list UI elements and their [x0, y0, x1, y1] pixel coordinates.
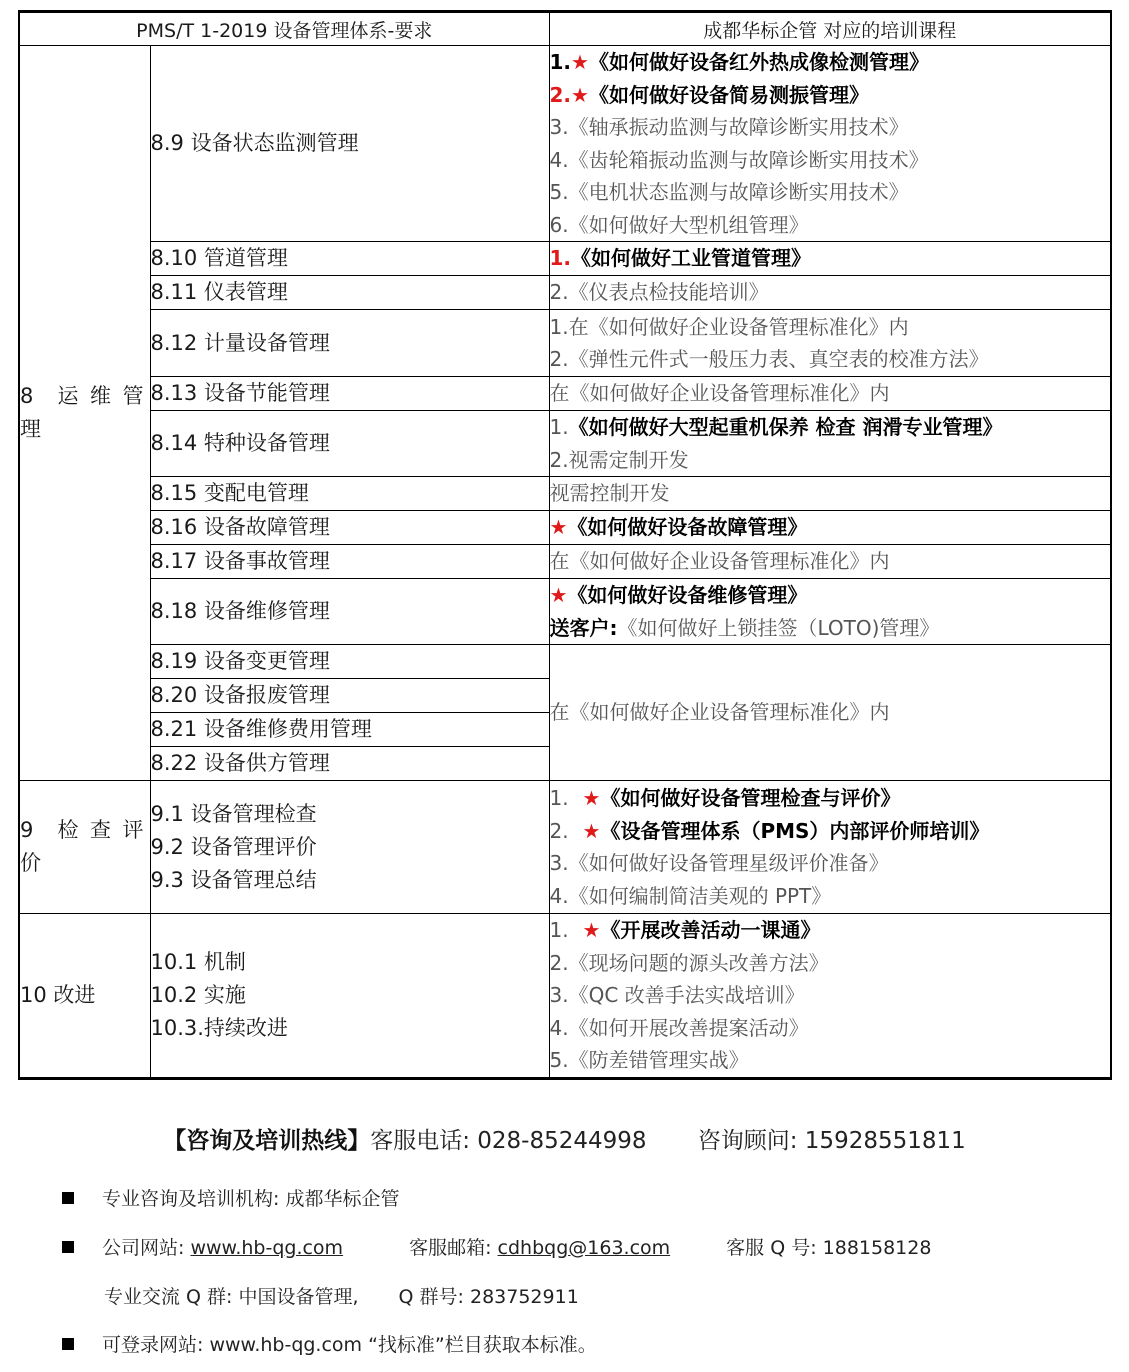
category-10: 10 改进 — [19, 914, 150, 1079]
category-9: 9 检查评价 — [19, 781, 150, 914]
advisor-label: 咨询顾问: — [697, 1128, 798, 1154]
req-8-22: 8.22 设备供方管理 — [150, 747, 549, 781]
org-name: 成都华标企管 — [285, 1188, 400, 1210]
header-standard: PMS/T 1-2019 设备管理体系-要求 — [19, 12, 549, 46]
star-icon: ★ — [571, 50, 589, 74]
square-bullet-icon — [62, 1192, 74, 1204]
phone-number: 028-85244998 — [477, 1128, 647, 1154]
website-link[interactable]: www.hb-qg.com — [190, 1237, 344, 1259]
header-courses: 成都华标企管 对应的培训课程 — [549, 12, 1111, 46]
course-item: 3.《QC 改善手法实战培训》 — [549, 983, 805, 1007]
phone-label: 客服电话: — [370, 1128, 470, 1154]
req-item: 9.1 设备管理检查 — [150, 801, 317, 826]
square-bullet-icon — [62, 1241, 74, 1253]
star-icon: ★ — [582, 818, 601, 843]
req-8-14: 8.14 特种设备管理 — [150, 411, 549, 477]
course-item: 5.《电机状态监测与故障诊断实用技术》 — [549, 180, 909, 204]
group-label: 专业交流 Q 群: — [104, 1286, 233, 1308]
req-9 — [150, 781, 549, 914]
course-item: 4.《齿轮箱振动监测与故障诊断实用技术》 — [549, 147, 929, 172]
course-item: 在《如何做好企业设备管理标准化》内 — [549, 549, 890, 574]
req-10 — [150, 914, 549, 1079]
course-item: 在《如何做好企业设备管理标准化》内 — [549, 381, 890, 406]
course-item: 送客户:《如何做好上锁挂签（LOTO)管理》 — [549, 615, 940, 640]
course-item: 1.《如何做好大型起重机保养 检查 润滑专业管理》 — [549, 415, 1003, 439]
info-group — [104, 1282, 579, 1309]
req-item: 10.3.持续改进 — [150, 1015, 288, 1040]
course-item: 4.《如何编制简洁美观的 PPT》 — [549, 883, 832, 908]
req-8-15: 8.15 变配电管理 — [150, 477, 549, 511]
req-8-21: 8.21 设备维修费用管理 — [150, 713, 549, 747]
course-item: 6.《如何做好大型机组管理》 — [549, 212, 809, 237]
req-item: 9.3 设备管理总结 — [150, 867, 317, 892]
hotline — [0, 1122, 1129, 1155]
login-text: 可登录网站: www.hb-qg.com “找标准”栏目获取本标准。 — [102, 1334, 597, 1356]
course-item: 在《如何做好企业设备管理标准化》内 — [549, 700, 890, 725]
req-8-20: 8.20 设备报废管理 — [150, 679, 549, 713]
course-item: 2.《仪表点检技能培训》 — [549, 280, 769, 305]
req-8-11: 8.11 仪表管理 — [150, 276, 549, 310]
group-name: 中国设备管理, — [238, 1286, 359, 1308]
course-item: 3.《如何做好设备管理星级评价准备》 — [549, 851, 889, 875]
star-icon: ★ — [549, 515, 568, 540]
req-8-13: 8.13 设备节能管理 — [150, 377, 549, 411]
courses-8-14 — [549, 411, 1111, 477]
req-8-17: 8.17 设备事故管理 — [150, 545, 549, 579]
hotline-title: 【咨询及培训热线】 — [163, 1128, 371, 1154]
courses-8-11 — [549, 276, 1111, 310]
course-item: 2.《现场问题的源头改善方法》 — [549, 950, 829, 975]
req-item: 9.2 设备管理评价 — [150, 834, 317, 859]
group-number-label: Q 群号: — [398, 1286, 464, 1308]
star-icon: ★ — [571, 82, 589, 107]
courses-8-18 — [549, 579, 1111, 645]
course-item: ★《如何做好设备维修管理》 — [549, 583, 808, 607]
courses-8-9 — [549, 46, 1111, 242]
courses-8-10 — [549, 242, 1111, 276]
course-item: 2. ★《设备管理体系（PMS）内部评价师培训》 — [549, 818, 990, 843]
course-mapping-table — [18, 10, 1112, 1080]
courses-8-16 — [549, 511, 1111, 545]
advisor-phone: 15928551811 — [804, 1128, 966, 1154]
courses-10 — [549, 914, 1111, 1079]
course-item: 3.《轴承振动监测与故障诊断实用技术》 — [549, 115, 909, 139]
category-8: 8 运维管理 — [19, 46, 150, 781]
req-8-10: 8.10 管道管理 — [150, 242, 549, 276]
req-8-16: 8.16 设备故障管理 — [150, 511, 549, 545]
info-contacts — [62, 1233, 931, 1260]
course-item: 1. ★《开展改善活动一课通》 — [549, 918, 821, 942]
info-org — [62, 1184, 399, 1211]
course-item: 2.视需定制开发 — [549, 447, 689, 472]
courses-9 — [549, 781, 1111, 914]
qq-number: 188158128 — [822, 1237, 932, 1259]
website-label: 公司网站: — [102, 1237, 185, 1259]
courses-8-17 — [549, 545, 1111, 579]
req-8-9: 8.9 设备状态监测管理 — [150, 46, 549, 242]
courses-8-15 — [549, 477, 1111, 511]
courses-8-13 — [549, 377, 1111, 411]
star-icon: ★ — [582, 918, 601, 942]
req-8-19: 8.19 设备变更管理 — [150, 645, 549, 679]
course-item: 5.《防差错管理实战》 — [549, 1048, 749, 1072]
courses-8-12 — [549, 310, 1111, 377]
email-link[interactable]: cdhbqg@163.com — [497, 1237, 671, 1259]
email-label: 客服邮箱: — [409, 1237, 492, 1259]
req-item: 10.1 机制 — [150, 949, 246, 974]
req-8-12: 8.12 计量设备管理 — [150, 310, 549, 377]
req-item: 10.2 实施 — [150, 982, 246, 1007]
course-item: 4.《如何开展改善提案活动》 — [549, 1015, 809, 1040]
info-login — [62, 1330, 597, 1357]
course-item: 2.《弹性元件式一般压力表、真空表的校准方法》 — [549, 347, 989, 371]
course-item: ★《如何做好设备故障管理》 — [549, 515, 808, 540]
square-bullet-icon — [62, 1338, 74, 1350]
course-item: 1.《如何做好工业管道管理》 — [549, 246, 812, 271]
star-icon: ★ — [582, 786, 601, 810]
course-item: 视需控制开发 — [549, 481, 670, 506]
star-icon: ★ — [549, 583, 568, 607]
qq-label: 客服 Q 号: — [726, 1237, 817, 1259]
course-item: 1.在《如何做好企业设备管理标准化》内 — [549, 314, 909, 339]
course-item: 1. ★《如何做好设备管理检查与评价》 — [549, 786, 901, 810]
group-number: 283752911 — [469, 1286, 579, 1308]
courses-8-19-22 — [549, 645, 1111, 781]
org-label: 专业咨询及培训机构: — [102, 1188, 280, 1210]
req-8-18: 8.18 设备维修管理 — [150, 579, 549, 645]
course-item: 1.★《如何做好设备红外热成像检测管理》 — [549, 50, 929, 74]
course-item: 2.★《如何做好设备简易测振管理》 — [549, 82, 869, 107]
